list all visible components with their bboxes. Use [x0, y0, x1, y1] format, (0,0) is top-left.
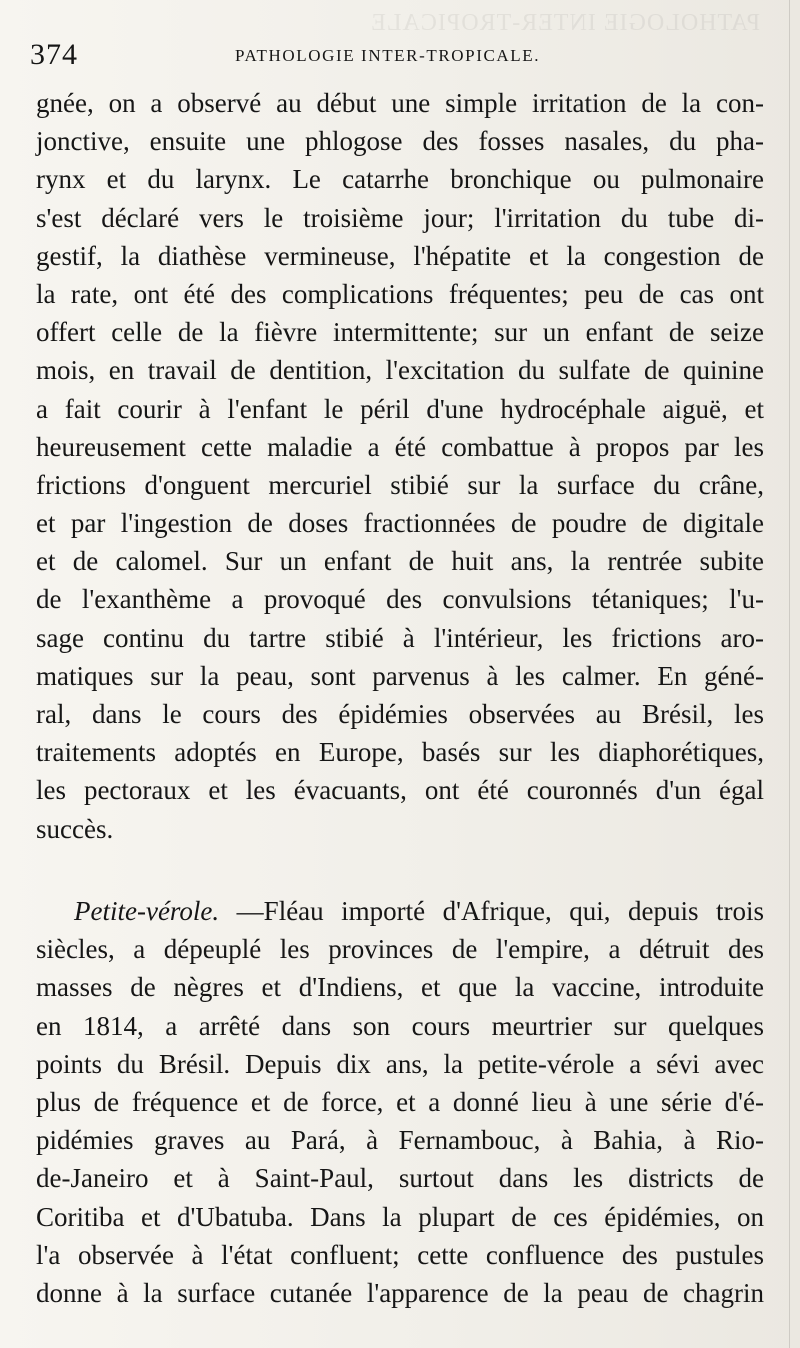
text-line: succès. [36, 813, 114, 844]
first-line-text: —Fléau importé d'Afrique, qui, depuis trois [219, 896, 764, 926]
text-line: siècles, a dépeuplé les provinces de l'empire, a détruit des [36, 934, 764, 965]
text-line: Coritiba et d'Ubatuba. Dans la plupart de ces épidémies, on [36, 1201, 764, 1232]
text-line: et de calomel. Sur un enfant de huit ans, la rentrée subite [36, 546, 764, 577]
text-line: sage continu du tartre stibié à l'intérieur, les frictions aro- [36, 622, 764, 653]
text-line-first [36, 892, 764, 930]
text-line: masses de nègres et d'Indiens, et que la vaccine, introduite [36, 972, 764, 1003]
text-line: ral, dans le cours des épidémies observées au Brésil, les [36, 699, 764, 729]
text-line: l'a observée à l'état confluent; cette confluence des pustules [36, 1239, 764, 1270]
page-header [30, 38, 770, 78]
page-number: 374 [30, 38, 78, 71]
paragraph-continued [36, 84, 764, 848]
page-edge-shadow [789, 0, 790, 1348]
text-line: et par l'ingestion de doses fractionnées de poudre de digitale [36, 508, 764, 539]
paragraph-petite-verole [36, 892, 764, 1312]
show-through-text: PATHOLOGIE INTER-TROPICALE [370, 10, 760, 36]
text-line: rynx et du larynx. Le catarrhe bronchique ou pulmonaire [36, 164, 764, 195]
running-head: PATHOLOGIE INTER-TROPICALE. [235, 46, 541, 65]
text-line: pidémies graves au Pará, à Fernambouc, à Bahia, à Rio- [36, 1125, 764, 1156]
text-line: frictions d'onguent mercuriel stibié sur la surface du crâne, [36, 469, 764, 500]
text-line: matiques sur la peau, sont parvenus à les calmer. En géné- [36, 660, 764, 691]
text-line: de-Janeiro et à Saint-Paul, surtout dans les districts de [36, 1163, 764, 1194]
text-line: heureusement cette maladie a été combattue à propos par les [36, 431, 764, 462]
text-line: traitements adoptés en Europe, basés sur les diaphorétiques, [36, 737, 764, 768]
text-line: a fait courir à l'enfant le péril d'une hydrocéphale aiguë, et [36, 393, 764, 424]
text-line: mois, en travail de dentition, l'excitation du sulfate de quinine [36, 355, 764, 386]
text-line: donne à la surface cutanée l'apparence de la peau de chagrin [36, 1277, 764, 1308]
text-line: jonctive, ensuite une phlogose des fosses nasales, du pha- [36, 126, 764, 157]
text-line: en 1814, a arrêté dans son cours meurtrier sur quelques [36, 1010, 764, 1041]
text-line: points du Brésil. Depuis dix ans, la petite-vérole a sévi avec [36, 1048, 764, 1079]
text-line: gestif, la diathèse vermineuse, l'hépatite et la congestion de [36, 240, 764, 271]
lead-term: Petite-vérole. [74, 896, 220, 926]
text-line: offert celle de la fièvre intermittente; sur un enfant de seize [36, 317, 764, 348]
text-line: s'est déclaré vers le troisième jour; l'irritation du tube di- [36, 202, 764, 233]
text-line: plus de fréquence et de force, et a donné lieu à une série d'é- [36, 1086, 764, 1117]
text-line: de l'exanthème a provoqué des convulsions tétaniques; l'u- [36, 584, 764, 615]
text-line: la rate, ont été des complications fréquentes; peu de cas ont [36, 278, 764, 309]
text-line: les pectoraux et les évacuants, ont été couronnés d'un égal [36, 775, 764, 806]
text-line: gnée, on a observé au début une simple irritation de la con- [36, 88, 764, 118]
